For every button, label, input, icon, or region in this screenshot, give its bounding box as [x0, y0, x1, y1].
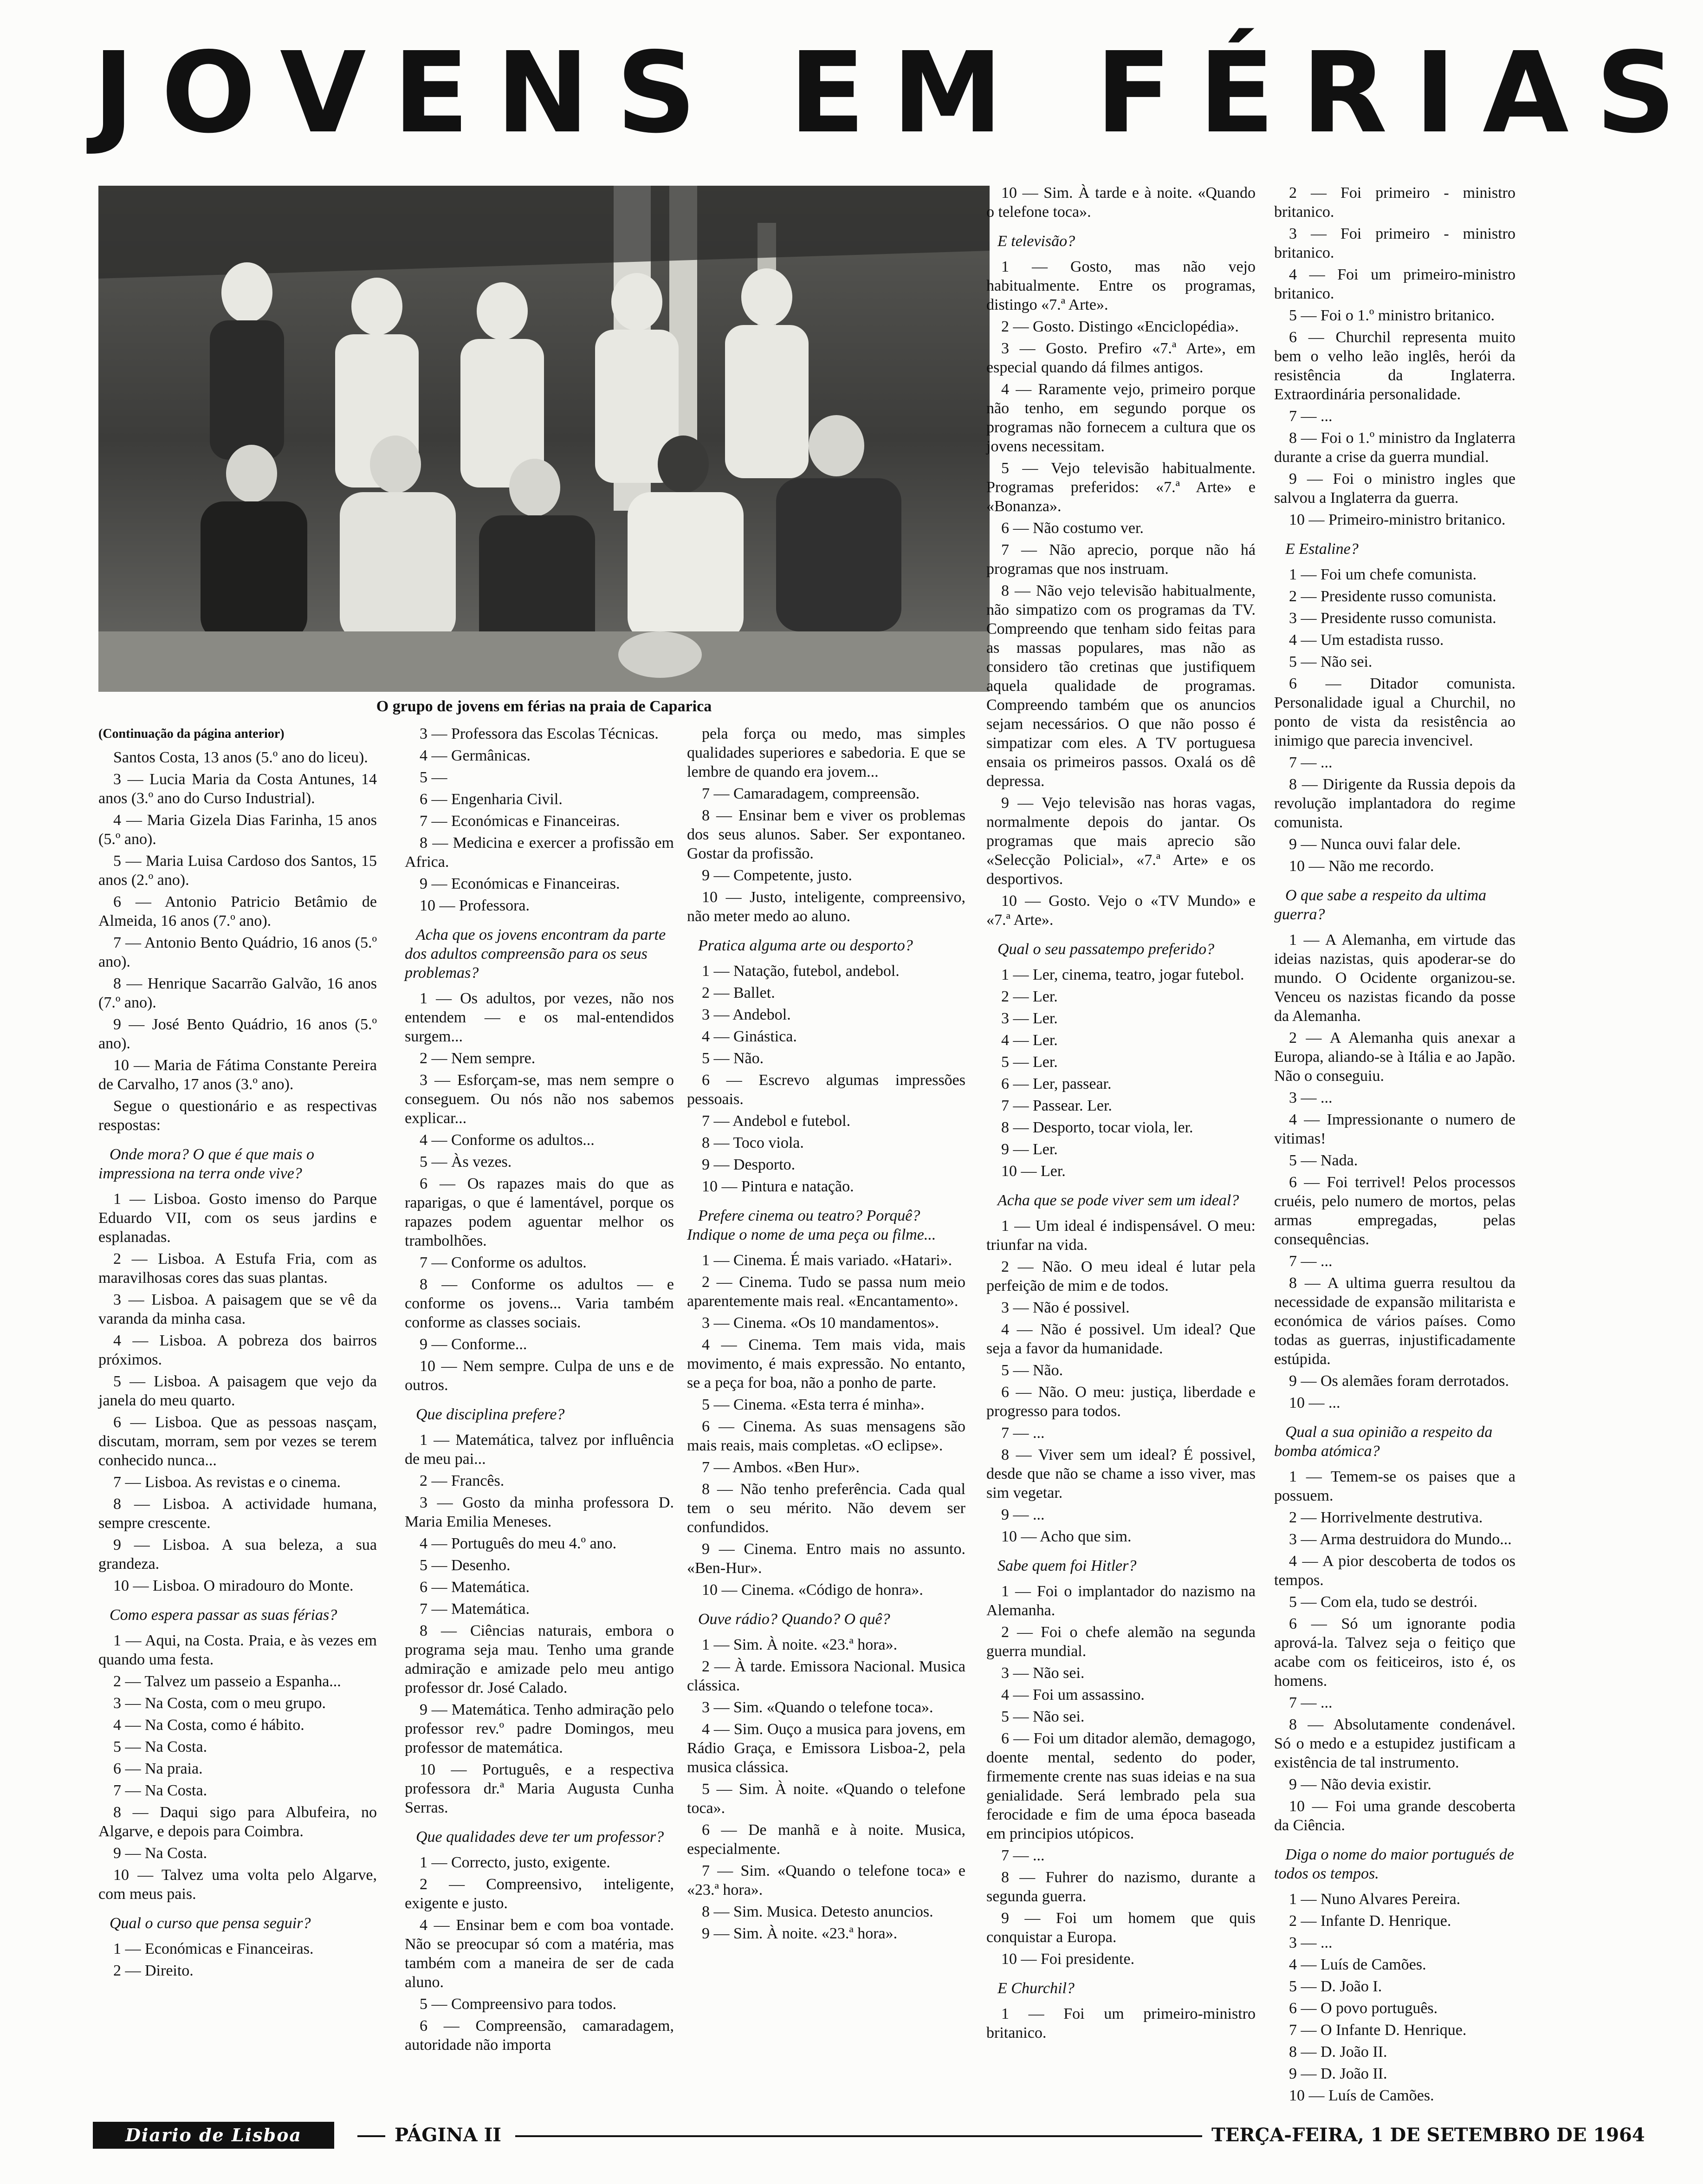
answer-paragraph: 6 — Os rapazes mais do que as raparigas, o que é lamentável, porque os rapazes podem aguentar melhor os trambolhões. [405, 1175, 674, 1249]
question-heading: O que sabe a respeito da ultima guerra? [1274, 887, 1487, 923]
question-heading: Prefere cinema ou teatro? Porquê? Indique o nome de uma peça ou filme... [687, 1207, 936, 1243]
answer-paragraph: 10 — Primeiro-ministro britanico. [1289, 511, 1506, 528]
issue-date: TERÇA-FEIRA, 1 DE SETEMBRO DE 1964 [1211, 2124, 1645, 2146]
answer-paragraph: 1 — Foi um primeiro-ministro britanico. [986, 2005, 1256, 2041]
answer-paragraph: 1 — Cinema. É mais variado. «Hatari». [702, 1252, 952, 1269]
answer-paragraph: 6 — Escrevo algumas impressões pessoais. [687, 1072, 965, 1108]
footer-rule [515, 2135, 1202, 2137]
answer-paragraph: 8 — Ensinar bem e viver os problemas dos seus alunos. Saber. Ser expontaneo. Gostar da profissão. [687, 807, 965, 862]
answer-paragraph: 4 — Ensinar bem e com boa vontade. Não se preocupar só com a matéria, mas também com a maneira de ser de cada aluno. [405, 1917, 674, 1991]
question-heading: Onde mora? O que é que mais o impressiona na terra onde vive? [98, 1146, 314, 1182]
answer-paragraph: 4 — Foi um assassino. [1001, 1686, 1145, 1703]
answer-paragraph: 10 — ... [1289, 1394, 1340, 1411]
answer-paragraph: 9 — Foi o ministro ingles que salvou a Inglaterra da guerra. [1274, 470, 1515, 507]
answer-paragraph: 7 — O Infante D. Henrique. [1289, 2022, 1467, 2039]
answer-paragraph: 7 — ... [1001, 1847, 1045, 1864]
answer-paragraph: 6 — Compreensão, camaradagem, autoridade não importa [405, 2017, 674, 2054]
page-title: JOVENS EM FÉRIAS [93, 28, 1703, 158]
answer-paragraph: 6 — Não costumo ver. [1001, 520, 1144, 537]
answer-paragraph: 8 — Dirigente da Russia depois da revolução implantadora do regime comunista. [1274, 776, 1515, 831]
answer-paragraph: 2 — Ler. [1001, 988, 1058, 1005]
answer-paragraph: 3 — Esforçam-se, mas nem sempre o conseguem. Ou nós não nos sabemos explicar... [405, 1072, 674, 1127]
answer-paragraph: 10 — Ler. [1001, 1163, 1066, 1180]
answer-paragraph: 7 — Antonio Bento Quádrio, 16 anos (5.º ano). [98, 934, 377, 970]
question-heading: E Estaline? [1285, 540, 1359, 558]
answer-paragraph: 8 — Foi o 1.º ministro da Inglaterra durante a crise da guerra mundial. [1274, 429, 1515, 466]
question-heading: Ouve rádio? Quando? O quê? [698, 1611, 890, 1628]
question-heading: Sabe quem foi Hitler? [997, 1557, 1137, 1574]
answer-paragraph: 8 — A ultima guerra resultou da necessidade de expansão militarista e económica de vários países. Como todas as guerras, injustificadamente estúpida. [1274, 1274, 1515, 1368]
answer-paragraph: 1 — Natação, futebol, andebol. [702, 962, 900, 980]
answer-paragraph: 3 — Arma destruidora do Mundo... [1289, 1531, 1512, 1548]
answer-paragraph: 3 — Gosto da minha professora D. Maria Emilia Meneses. [405, 1494, 674, 1530]
answer-paragraph: 1 — Um ideal é indispensável. O meu: triunfar na vida. [986, 1217, 1256, 1254]
answer-paragraph: 10 — Gosto. Vejo o «TV Mundo» e «7.ª Arte». [986, 892, 1256, 929]
answer-paragraph: 9 — Desporto. [702, 1156, 796, 1173]
answer-paragraph: 6 — Não. O meu: justiça, liberdade e progresso para todos. [986, 1384, 1256, 1420]
answer-paragraph: 1 — Lisboa. Gosto imenso do Parque Eduardo VII, com os seus jardins e esplanadas. [98, 1190, 377, 1246]
question-heading: Qual o curso que pensa seguir? [110, 1915, 311, 1932]
answer-paragraph: 2 — Talvez um passeio a Espanha... [113, 1673, 341, 1690]
text-column-4 [986, 183, 1256, 2103]
answer-paragraph: 10 — Não me recordo. [1289, 858, 1434, 875]
question-heading: E Churchil? [997, 1980, 1075, 1997]
answer-paragraph: 7 — Lisboa. As revistas e o cinema. [113, 1474, 341, 1491]
answer-paragraph: 6 — Cinema. As suas mensagens são mais reais, mais completas. «O eclipse». [687, 1418, 965, 1454]
question-heading: Qual o seu passatempo preferido? [997, 941, 1215, 958]
answer-paragraph: 3 — Lisboa. A paisagem que se vê da varanda da minha casa. [98, 1291, 377, 1327]
answer-paragraph: 9 — Económicas e Financeiras. [420, 875, 620, 892]
photo-caption: O grupo de jovens em férias na praia de Caparica [376, 698, 712, 715]
question-heading: Que disciplina prefere? [416, 1406, 565, 1423]
answer-paragraph: 1 — Aqui, na Costa. Praia, e às vezes em quando uma festa. [98, 1632, 377, 1668]
answer-paragraph: 10 — Justo, inteligente, compreensivo, não meter medo ao aluno. [687, 889, 965, 925]
answer-paragraph: 8 — Sim. Musica. Detesto anuncios. [702, 1903, 933, 1920]
answer-paragraph: 5 — Não sei. [1001, 1708, 1085, 1725]
answer-paragraph: 3 — Gosto. Prefiro «7.ª Arte», em especial quando dá filmes antigos. [986, 340, 1256, 376]
question-heading: Acha que os jovens encontram da parte dos adultos compreensão para os seus problemas? [405, 926, 666, 982]
answer-paragraph: 6 — Antonio Patricio Betâmio de Almeida, 16 anos (7.º ano). [98, 893, 377, 930]
answer-paragraph: 4 — Maria Gizela Dias Farinha, 15 anos (5.º ano). [98, 812, 377, 848]
answer-paragraph: 5 — Desenho. [420, 1557, 511, 1574]
answer-paragraph: 10 — Português, e a respectiva professora dr.ª Maria Augusta Cunha Serras. [405, 1761, 674, 1816]
answer-paragraph: 2 — Horrivelmente destrutiva. [1289, 1509, 1483, 1526]
answer-paragraph: 1 — Sim. À noite. «23.ª hora». [702, 1636, 898, 1653]
answer-paragraph: 4 — Germânicas. [420, 747, 531, 764]
answer-paragraph: 9 — Não devia existir. [1289, 1776, 1431, 1793]
answer-paragraph: 10 — Professora. [420, 897, 530, 914]
footer-rule [357, 2135, 385, 2137]
answer-paragraph: 1 — Correcto, justo, exigente. [420, 1854, 610, 1871]
answer-paragraph: 2 — Cinema. Tudo se passa num meio aparentemente mais real. «Encantamento». [687, 1274, 965, 1310]
answer-paragraph: 5 — Compreensivo para todos. [420, 1996, 616, 2013]
answer-paragraph: 2 — Lisboa. A Estufa Fria, com as maravilhosas cores das suas plantas. [98, 1250, 377, 1287]
answer-paragraph: 4 — Na Costa, como é hábito. [113, 1716, 304, 1734]
answer-paragraph: 7 — Sim. «Quando o telefone toca» e «23.ª hora». [687, 1862, 965, 1898]
answer-paragraph: 3 — Presidente russo comunista. [1289, 610, 1496, 627]
answer-paragraph: 3 — Sim. «Quando o telefone toca». [702, 1699, 933, 1716]
answer-paragraph: 5 — Ler. [1001, 1053, 1058, 1071]
answer-paragraph: Santos Costa, 13 anos (5.º ano do liceu). [113, 749, 368, 766]
answer-paragraph: 2 — Não. O meu ideal é lutar pela perfeição de mim e de todos. [986, 1258, 1256, 1294]
answer-paragraph: 7 — Na Costa. [113, 1782, 207, 1799]
answer-paragraph: 1 — Económicas e Financeiras. [113, 1940, 314, 1957]
answer-paragraph: 7 — ... [1289, 754, 1333, 771]
answer-paragraph: 6 — Churchil representa muito bem o velho leão inglês, herói da resistência da Inglaterra. Extraordinária personalidade. [1274, 329, 1515, 403]
answer-paragraph: 9 — ... [1001, 1506, 1045, 1523]
answer-paragraph: 4 — Português do meu 4.º ano. [420, 1535, 617, 1552]
answer-paragraph: 5 — Não. [1001, 1362, 1063, 1379]
answer-paragraph: 1 — Os adultos, por vezes, não nos entendem — e os mal-entendidos surgem... [405, 990, 674, 1045]
answer-paragraph: 2 — A Alemanha quis anexar a Europa, aliando-se à Itália e ao Japão. Não o conseguiu. [1274, 1029, 1515, 1085]
answer-paragraph: 1 — Nuno Alvares Pereira. [1289, 1891, 1461, 1908]
answer-paragraph: 2 — Foi o chefe alemão na segunda guerra mundial. [986, 1624, 1256, 1660]
answer-paragraph: 2 — Compreensivo, inteligente, exigente e justo. [405, 1876, 674, 1912]
answer-paragraph: 10 — Luís de Camões. [1289, 2087, 1434, 2104]
answer-paragraph: 3 — Não é possivel. [1001, 1299, 1130, 1316]
answer-paragraph: 10 — Lisboa. O miradouro do Monte. [113, 1577, 354, 1594]
answer-paragraph: 9 — Foi um homem que quis conquistar a Europa. [986, 1910, 1256, 1946]
answer-paragraph: 2 — Francês. [420, 1472, 505, 1489]
answer-paragraph: 7 — Não aprecio, porque não há programas que nos instruam. [986, 541, 1256, 578]
answer-paragraph: 9 — Competente, justo. [702, 867, 852, 884]
answer-paragraph: 9 — Conforme... [420, 1336, 527, 1353]
answer-paragraph: 10 — Talvez uma volta pelo Algarve, com meus pais. [98, 1866, 377, 1903]
answer-paragraph: 9 — Sim. À noite. «23.ª hora». [702, 1925, 898, 1942]
question-heading: Diga o nome do maior portugués de todos os tempos. [1274, 1846, 1514, 1882]
answer-paragraph: 8 — Daqui sigo para Albufeira, no Algarve, e depois para Coimbra. [98, 1804, 377, 1840]
question-heading: Pratica alguma arte ou desporto? [698, 937, 913, 954]
answer-paragraph: 4 — Lisboa. A pobreza dos bairros próximos. [98, 1332, 377, 1368]
answer-paragraph: 10 — Maria de Fátima Constante Pereira de Carvalho, 17 anos (3.º ano). [98, 1057, 377, 1093]
answer-paragraph: 3 — Não sei. [1001, 1664, 1085, 1682]
answer-paragraph: 6 — Na praia. [113, 1760, 203, 1777]
answer-paragraph: 4 — Raramente vejo, primeiro porque não tenho, em segundo porque os programas não fornecem a cultura que os jovens necessitam. [986, 381, 1256, 455]
answer-paragraph: 3 — Lucia Maria da Costa Antunes, 14 anos (3.º ano do Curso Industrial). [98, 771, 377, 807]
text-column-2 [405, 724, 674, 2103]
answer-paragraph: 2 — À tarde. Emissora Nacional. Musica clássica. [687, 1658, 965, 1694]
answer-paragraph: 1 — Foi o implantador do nazismo na Alemanha. [986, 1583, 1256, 1619]
page-number: PÁGINA II [395, 2124, 502, 2146]
answer-paragraph: 7 — Passear. Ler. [1001, 1097, 1112, 1114]
text-column-5 [1274, 183, 1515, 2103]
answer-paragraph: 5 — Maria Luisa Cardoso dos Santos, 15 anos (2.º ano). [98, 852, 377, 889]
answer-paragraph: 8 — Viver sem um ideal? É possivel, desde que não se chame a isso viver, mas sim vegetar. [986, 1446, 1256, 1502]
answer-paragraph: 2 — Direito. [113, 1962, 194, 1979]
answer-paragraph: 9 — Nunca ouvi falar dele. [1289, 836, 1461, 853]
answer-paragraph: 3 — Cinema. «Os 10 mandamentos». [702, 1314, 939, 1332]
answer-paragraph: 5 — Não. [702, 1050, 764, 1067]
question-heading: Que qualidades deve ter um professor? [416, 1828, 664, 1846]
answer-paragraph: 6 — Engenharia Civil. [420, 791, 563, 808]
answer-paragraph: 7 — ... [1001, 1424, 1045, 1442]
answer-paragraph: 1 — Foi um chefe comunista. [1289, 566, 1477, 583]
answer-paragraph: 10 — Acho que sim. [1001, 1528, 1132, 1545]
answer-paragraph: 4 — Um estadista russo. [1289, 631, 1444, 649]
answer-paragraph: 10 — Foi presidente. [1001, 1950, 1135, 1968]
answer-paragraph: 8 — Henrique Sacarrão Galvão, 16 anos (7.º ano). [98, 975, 377, 1011]
group-photo [98, 186, 990, 692]
answer-paragraph: 2 — Gosto. Distingo «Enciclopédia». [1001, 318, 1239, 335]
answer-paragraph: 8 — Medicina e exercer a profissão em Africa. [405, 834, 674, 871]
answer-paragraph: 10 — Cinema. «Código de honra». [702, 1581, 923, 1599]
group-photo-image [98, 186, 990, 692]
answer-paragraph: Segue o questionário e as respectivas respostas: [98, 1098, 377, 1134]
answer-paragraph: 6 — De manhã e à noite. Musica, especialmente. [687, 1821, 965, 1858]
answer-paragraph: 8 — Não vejo televisão habitualmente, não simpatizo com os programas da TV. Compreendo que tenham sido feitas para as massas populares, mas não as considero tão cretinas que justifiquem aquela qualidade de programas. Compreendo também que os anuncios sejam necessários. O que não posso é simpatizar com eles. A TV portuguesa ensaia os primeiros passos. Oxalá os dê depressa. [986, 582, 1256, 790]
answer-paragraph: 5 — Não sei. [1289, 653, 1373, 670]
answer-paragraph: 5 — Foi o 1.º ministro britanico. [1289, 307, 1495, 324]
answer-paragraph: 5 — Sim. À noite. «Quando o telefone toca». [687, 1781, 965, 1817]
question-heading: Como espera passar as suas férias? [110, 1606, 337, 1624]
answer-paragraph: 8 — Toco viola. [702, 1134, 804, 1151]
answer-paragraph: 1 — A Alemanha, em virtude das ideias nazistas, quis apoderar-se do mundo. O Ocidente organizou-se. Venceu os nazistas ficando da posse da Alemanha. [1274, 931, 1515, 1025]
answer-paragraph: 9 — Ler. [1001, 1141, 1058, 1158]
answer-paragraph: 2 — Nem sempre. [420, 1050, 536, 1067]
answer-paragraph: 4 — Cinema. Tem mais vida, mais movimento, é mais expressão. No entanto, se a peça for boa, não a ponho de parte. [687, 1336, 965, 1391]
answer-paragraph: 10 — Foi uma grande descoberta da Ciência. [1274, 1798, 1515, 1834]
answer-paragraph: pela força ou medo, mas simples qualidades superiores e sabedoria. E que se lembre de quando era jovem... [687, 725, 965, 780]
answer-paragraph: 4 — Não é possivel. Um ideal? Que seja a favor da humanidade. [986, 1321, 1256, 1357]
answer-paragraph: 5 — Nada. [1289, 1152, 1358, 1169]
answer-paragraph: 5 — D. João I. [1289, 1978, 1382, 1995]
page-footer [70, 2117, 1645, 2154]
newspaper-logo: Diario de Lisboa [93, 2122, 334, 2149]
answer-paragraph: 6 — Matemática. [420, 1579, 530, 1596]
answer-paragraph: 7 — ... [1289, 408, 1333, 425]
answer-paragraph: 4 — Conforme os adultos... [420, 1131, 595, 1149]
answer-paragraph: 3 — Foi primeiro - ministro britanico. [1274, 225, 1515, 261]
answer-paragraph: 8 — Absolutamente condenável. Só o medo e a estupidez justificam a existência de tal instrumento. [1274, 1716, 1515, 1771]
answer-paragraph: 5 — Lisboa. A paisagem que vejo da janela do meu quarto. [98, 1373, 377, 1409]
answer-paragraph: 6 — Foi terrivel! Pelos processos cruéis, pelo numero de mortos, pelas armas empregadas, pelas consequências. [1274, 1174, 1515, 1248]
answer-paragraph: 8 — Conforme os adultos — e conforme os jovens... Varia também conforme as classes sociais. [405, 1276, 674, 1331]
answer-paragraph: 4 — Impressionante o numero de vitimas! [1274, 1111, 1515, 1147]
answer-paragraph: 5 — Na Costa. [113, 1738, 207, 1755]
answer-paragraph: 7 — Matemática. [420, 1600, 530, 1618]
answer-paragraph: 7 — Ambos. «Ben Hur». [702, 1459, 860, 1476]
answer-paragraph: 9 — Matemática. Tenho admiração pelo professor rev.º padre Domingos, meu professor de matemática. [405, 1701, 674, 1756]
answer-paragraph: 5 — Cinema. «Esta terra é minha». [702, 1396, 925, 1413]
answer-paragraph: 10 — Sim. À tarde e à noite. «Quando o telefone toca». [986, 184, 1256, 221]
answer-paragraph: 8 — D. João II. [1289, 2043, 1387, 2060]
answer-paragraph: 5 — [420, 769, 447, 786]
answer-paragraph: 4 — Ler. [1001, 1032, 1058, 1049]
answer-paragraph: 6 — O povo português. [1289, 2000, 1438, 2017]
text-column-1 [98, 724, 377, 2103]
answer-paragraph: 1 — Matemática, talvez por influência de meu pai... [405, 1431, 674, 1468]
answer-paragraph: 2 — Ballet. [702, 984, 775, 1001]
answer-paragraph: 9 — Lisboa. A sua beleza, a sua grandeza. [98, 1536, 377, 1573]
answer-paragraph: 2 — Presidente russo comunista. [1289, 588, 1496, 605]
answer-paragraph: 2 — Infante D. Henrique. [1289, 1912, 1451, 1930]
answer-paragraph: 10 — Nem sempre. Culpa de uns e de outros. [405, 1358, 674, 1394]
answer-paragraph: 9 — José Bento Quádrio, 16 anos (5.º ano). [98, 1016, 377, 1052]
answer-paragraph: 8 — Não tenho preferência. Cada qual tem o seu mérito. Não devem ser confundidos. [687, 1481, 965, 1536]
answer-paragraph: 1 — Gosto, mas não vejo habitualmente. Entre os programas, distingo «7.ª Arte». [986, 258, 1256, 313]
answer-paragraph: 9 — Na Costa. [113, 1845, 207, 1862]
answer-paragraph: 6 — Ditador comunista. Personalidade igual a Churchil, no ponto de vista da resistência ao inimigo que parecia invencivel. [1274, 675, 1515, 749]
answer-paragraph: 7 — Camaradagem, compreensão. [702, 785, 920, 802]
question-heading: E televisão? [997, 233, 1075, 250]
answer-paragraph: 7 — ... [1289, 1694, 1333, 1711]
answer-paragraph: 8 — Lisboa. A actividade humana, sempre crescente. [98, 1495, 377, 1532]
question-heading: Acha que se pode viver sem um ideal? [997, 1192, 1239, 1209]
answer-paragraph: 5 — Vejo televisão habitualmente. Programas preferidos: «7.ª Arte» e «Bonanza». [986, 460, 1256, 515]
answer-paragraph: 6 — Lisboa. Que as pessoas nasçam, discutam, morram, sem por vezes se terem conhecido nunca... [98, 1414, 377, 1469]
answer-paragraph: 10 — Pintura e natação. [702, 1178, 854, 1195]
answer-paragraph: 1 — Temem-se os paises que a possuem. [1274, 1468, 1515, 1504]
answer-paragraph: 8 — Fuhrer do nazismo, durante a segunda guerra. [986, 1869, 1256, 1905]
answer-paragraph: 9 — Cinema. Entro mais no assunto. «Ben-Hur». [687, 1540, 965, 1577]
answer-paragraph: 6 — Ler, passear. [1001, 1075, 1112, 1092]
text-column-3 [687, 724, 965, 2103]
answer-paragraph: 7 — Económicas e Financeiras. [420, 812, 620, 830]
answer-paragraph: 2 — Foi primeiro - ministro britanico. [1274, 184, 1515, 221]
answer-paragraph: 6 — Foi um ditador alemão, demagogo, doente mental, sedento do poder, firmemente crente nas suas ideias e na sua genialidade. Será lembrado pela sua ferocidade e fim de uma época baseada em principios utópicos. [986, 1730, 1256, 1842]
answer-paragraph: 7 — Andebol e futebol. [702, 1112, 851, 1130]
answer-paragraph: 7 — Conforme os adultos. [420, 1254, 587, 1271]
answer-paragraph: 8 — Desporto, tocar viola, ler. [1001, 1119, 1193, 1136]
answer-paragraph: 4 — Foi um primeiro-ministro britanico. [1274, 266, 1515, 302]
answer-paragraph: 7 — ... [1289, 1253, 1333, 1270]
answer-paragraph: 9 — Os alemães foram derrotados. [1289, 1372, 1509, 1390]
answer-paragraph: 4 — Ginástica. [702, 1028, 797, 1045]
answer-paragraph: 8 — Ciências naturais, embora o programa seja mau. Tenho uma grande admiração e amizade pelo meu antigo professor dr. José Calado. [405, 1622, 674, 1696]
answer-paragraph: 4 — Sim. Ouço a musica para jovens, em Rádio Graça, e Emissora Lisboa-2, pela musica clássica. [687, 1721, 965, 1776]
answer-paragraph: 3 — ... [1289, 1934, 1333, 1951]
answer-paragraph: 6 — Só um ignorante podia aprová-la. Talvez seja o feitiço que acabe com os feiticeiros, isto é, os homens. [1274, 1615, 1515, 1690]
continuation-note: (Continuação da página anterior) [98, 727, 285, 741]
answer-paragraph: 5 — Com ela, tudo se destrói. [1289, 1593, 1478, 1611]
answer-paragraph: 3 — Na Costa, com o meu grupo. [113, 1695, 326, 1712]
answer-paragraph: 5 — Às vezes. [420, 1153, 512, 1170]
answer-paragraph: 9 — D. João II. [1289, 2065, 1387, 2082]
answer-paragraph: 3 — Andebol. [702, 1006, 791, 1023]
answer-paragraph: 3 — Professora das Escolas Técnicas. [420, 725, 659, 742]
answer-paragraph: 3 — ... [1289, 1089, 1333, 1106]
answer-paragraph: 4 — Luís de Camões. [1289, 1956, 1426, 1973]
question-heading: Qual a sua opinião a respeito da bomba atómica? [1274, 1424, 1493, 1460]
answer-paragraph: 4 — A pior descoberta de todos os tempos. [1274, 1553, 1515, 1589]
answer-paragraph: 3 — Ler. [1001, 1010, 1058, 1027]
answer-paragraph: 1 — Ler, cinema, teatro, jogar futebol. [1001, 966, 1244, 983]
answer-paragraph: 9 — Vejo televisão nas horas vagas, normalmente depois do jantar. Os programas que mais aprecio são «Selecção Policial», «7.ª Arte» e os desportivos. [986, 794, 1256, 888]
